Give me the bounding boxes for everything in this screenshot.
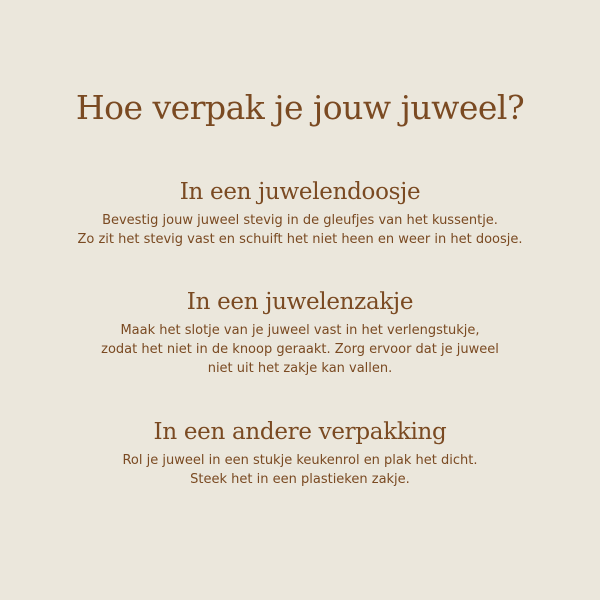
body-line: Steek het in een plastieken zakje. (190, 472, 410, 487)
body-line: Bevestig jouw juweel stevig in de gleufjes van het kussentje. (102, 213, 498, 228)
section-jewelry-box (30, 177, 570, 249)
body-line: Maak het slotje van je juweel vast in het verlengstukje, (120, 323, 480, 338)
body-line: niet uit het zakje kan vallen. (207, 361, 393, 376)
section-heading: In een juwelendoosje (179, 179, 421, 205)
section-heading: In een andere verpakking (153, 419, 447, 445)
body-line: Zo zit het stevig vast en schuift het niet heen en weer in het doosje. (77, 232, 523, 247)
page-title: Hoe verpak je jouw juweel? (75, 88, 525, 127)
body-line: zodat het niet in de knoop geraakt. Zorg ervoor dat je juweel (101, 342, 499, 357)
section-body (30, 451, 570, 489)
body-line: Rol je juweel in een stukje keukenrol en plak het dicht. (122, 453, 478, 468)
section-body (30, 211, 570, 249)
section-jewelry-pouch (30, 287, 570, 378)
section-other-packaging (30, 417, 570, 489)
section-heading: In een juwelenzakje (186, 289, 414, 315)
section-body (30, 321, 570, 378)
